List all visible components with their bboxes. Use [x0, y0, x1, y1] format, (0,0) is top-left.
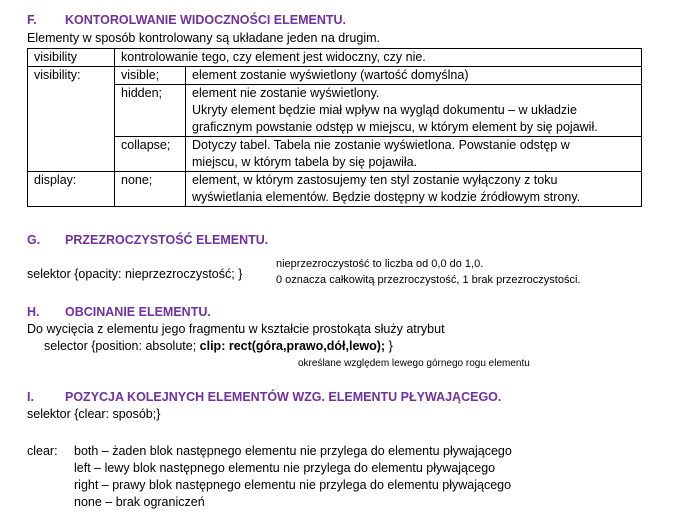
section-i-letter: I.	[27, 390, 34, 404]
description-line: Dotyczy tabel. Tabela nie zostanie wyświetlona. Powstanie odstęp w	[192, 138, 570, 152]
table-cell-description	[186, 172, 642, 207]
description-line: wyświetlania elementów. Będzie dostępny w kodzie źródłowym strony.	[192, 190, 581, 204]
visibility-table	[27, 48, 642, 207]
clip-code-normal: selector {position: absolute;	[44, 339, 200, 353]
section-f-heading	[27, 12, 346, 29]
opacity-note-line1: nieprzezroczystość to liczba od 0,0 do 1,0.	[276, 258, 484, 270]
description-line: miejscu, w którym tabela by się pojawiła.	[192, 155, 418, 169]
opacity-note-line2: 0 oznacza całkowitą przezroczystość, 1 brak przezroczystości.	[276, 274, 581, 286]
table-cell-property: visibility	[28, 49, 115, 67]
table-cell-property: visibility:	[28, 67, 115, 85]
clear-item-text: left – lewy blok następnego elementu nie przylega do elementu pływającego	[74, 461, 496, 475]
table-cell-value: collapse;	[115, 137, 186, 172]
description-line: graficznym powstanie odstęp w miejscu, w którym element by się pojawił.	[192, 120, 598, 134]
clear-list	[27, 443, 512, 511]
clear-item-text: none – brak ograniczeń	[74, 495, 205, 509]
clip-note: określane względem lewego górnego rogu elementu	[298, 358, 530, 369]
section-h-letter: H.	[27, 305, 40, 319]
section-g-heading	[27, 232, 268, 249]
clip-code-end: }	[385, 339, 393, 353]
section-h-title: OBCINANIE ELEMENTU.	[65, 305, 211, 319]
section-g-title: PRZEZROCZYSTOŚĆ ELEMENTU.	[65, 233, 269, 247]
clip-code	[44, 338, 393, 355]
opacity-selector: selektor {opacity: nieprzezroczystość; }	[27, 267, 243, 281]
section-i-title: POZYCJA KOLEJNYCH ELEMENTÓW WZG. ELEMENTU PŁYWAJĄCEGO.	[65, 390, 502, 404]
clear-selector: selektor {clear: sposób;}	[27, 407, 161, 421]
section-f-letter: F.	[27, 13, 37, 27]
table-cell-property	[28, 137, 115, 172]
table-cell-description	[186, 137, 642, 172]
table-cell-description	[186, 85, 642, 137]
list-item	[27, 443, 512, 460]
clear-label: clear:	[27, 444, 58, 458]
table-cell-value: hidden;	[115, 85, 186, 137]
table-cell-value: none;	[115, 172, 186, 207]
description-line: element, w którym zastosujemy ten styl zostanie wyłączony z toku	[192, 173, 558, 187]
table-row	[28, 172, 642, 207]
list-item	[27, 477, 512, 494]
clear-item-text: right – prawy blok następnego elementu nie przylega do elementu pływającego	[74, 478, 512, 492]
table-row	[28, 137, 642, 172]
table-cell-description: kontrolowanie tego, czy element jest widoczny, czy nie.	[115, 49, 642, 67]
table-row	[28, 85, 642, 137]
clip-intro: Do wycięcia z elementu jego fragmentu w kształcie prostokąta służy atrybut	[27, 322, 445, 336]
list-item	[27, 494, 512, 511]
clear-item-text: both – żaden blok następnego elementu nie przylega do elementu pływającego	[74, 444, 512, 458]
table-cell-value: visible;	[115, 67, 186, 85]
list-item	[27, 460, 512, 477]
table-row	[28, 67, 642, 85]
table-cell-description: element zostanie wyświetlony (wartość domyślna)	[186, 67, 642, 85]
section-i-heading	[27, 389, 501, 406]
description-line: element nie zostanie wyświetlony.	[192, 86, 380, 100]
table-cell-property: display:	[28, 172, 115, 207]
section-f-title: KONTOROLWANIE WIDOCZNOŚCI ELEMENTU.	[65, 13, 347, 27]
section-f-intro: Elementy w sposób kontrolowany są układane jeden na drugim.	[27, 31, 380, 45]
section-h-heading	[27, 304, 211, 321]
description-line: Ukryty element będzie miał wpływ na wygląd dokumentu – w układzie	[192, 103, 577, 117]
table-row	[28, 49, 642, 67]
section-g-letter: G.	[27, 233, 41, 247]
clip-code-bold: clip: rect(góra,prawo,dół,lewo);	[199, 339, 386, 353]
table-cell-property	[28, 85, 115, 137]
